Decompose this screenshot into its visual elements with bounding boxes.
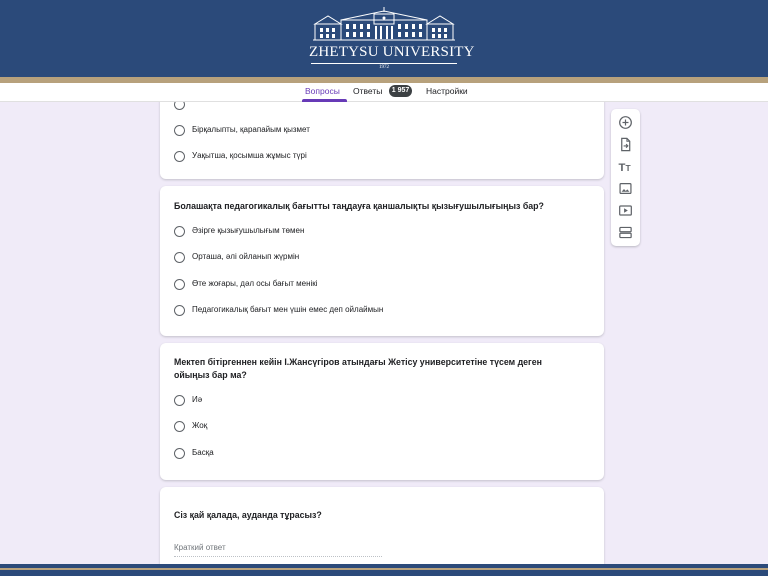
short-answer-field[interactable]: Краткий ответ [174,543,382,557]
import-questions-icon[interactable] [618,137,633,152]
university-logo [309,6,475,76]
question-title: Болашақта педагогикалық бағытты таңдауға қаншалықты қызығушылығыңыз бар? [174,201,544,211]
add-image-icon[interactable] [618,181,633,196]
university-year: 1972 [379,65,389,70]
tab-questions[interactable]: Вопросы [305,86,340,96]
option-label: Бірқалыпты, қарапайым қызмет [192,125,310,134]
question-card-partial [160,102,604,179]
radio-button[interactable] [174,151,185,162]
radio-button[interactable] [174,305,185,316]
university-building-icon [311,6,457,42]
svg-text:T: T [625,163,631,174]
answers-count-badge: 1 957 [389,85,412,97]
radio-button[interactable] [174,252,185,263]
radio-button[interactable] [174,421,185,432]
tab-settings[interactable]: Настройки [426,86,468,96]
add-question-icon[interactable] [618,115,633,130]
logo-divider [311,63,457,64]
radio-button[interactable] [174,102,185,110]
add-title-icon[interactable] [618,159,633,174]
option-label: Иә [192,395,203,404]
option-label: Уақытша, қосымша жұмыс түрі [192,151,307,160]
question-card-university[interactable] [160,343,604,480]
add-video-icon[interactable] [618,203,633,218]
svg-text:T: T [618,162,626,174]
option-label: Педагогикалық бағыт мен үшін емес деп ойлаймын [192,305,384,314]
form-toolbar [611,109,640,246]
radio-button[interactable] [174,448,185,459]
option-label: Әзірге қызығушылығым төмен [192,226,305,235]
form-content [0,102,768,564]
question-card-interest[interactable] [160,186,604,336]
add-section-icon[interactable] [618,225,633,240]
radio-button[interactable] [174,125,185,136]
option-label: Басқа [192,448,214,457]
option-label: Орташа, әлі ойланып жүрмін [192,252,300,261]
radio-button[interactable] [174,395,185,406]
bottom-banner [0,564,768,576]
form-tabs-bar [0,83,768,102]
option-label: Жоқ [192,421,208,430]
university-name: ZHETYSU UNIVERSITY [309,44,475,60]
question-title: Сіз қай қалада, ауданда тұрасыз? [174,510,322,520]
question-title: Мектеп бітіргеннен кейін І.Жансүгіров атындағы Жетісу университетіне түсем деген ойыңыз бар ма? [174,357,542,380]
tab-answers[interactable]: Ответы [353,86,383,96]
header-banner [0,0,768,78]
bottom-stripe [0,568,768,570]
radio-button[interactable] [174,279,185,290]
option-label: Өте жоғары, дәл осы бағыт менікі [192,279,318,288]
radio-button[interactable] [174,226,185,237]
question-card-city[interactable] [160,487,604,564]
